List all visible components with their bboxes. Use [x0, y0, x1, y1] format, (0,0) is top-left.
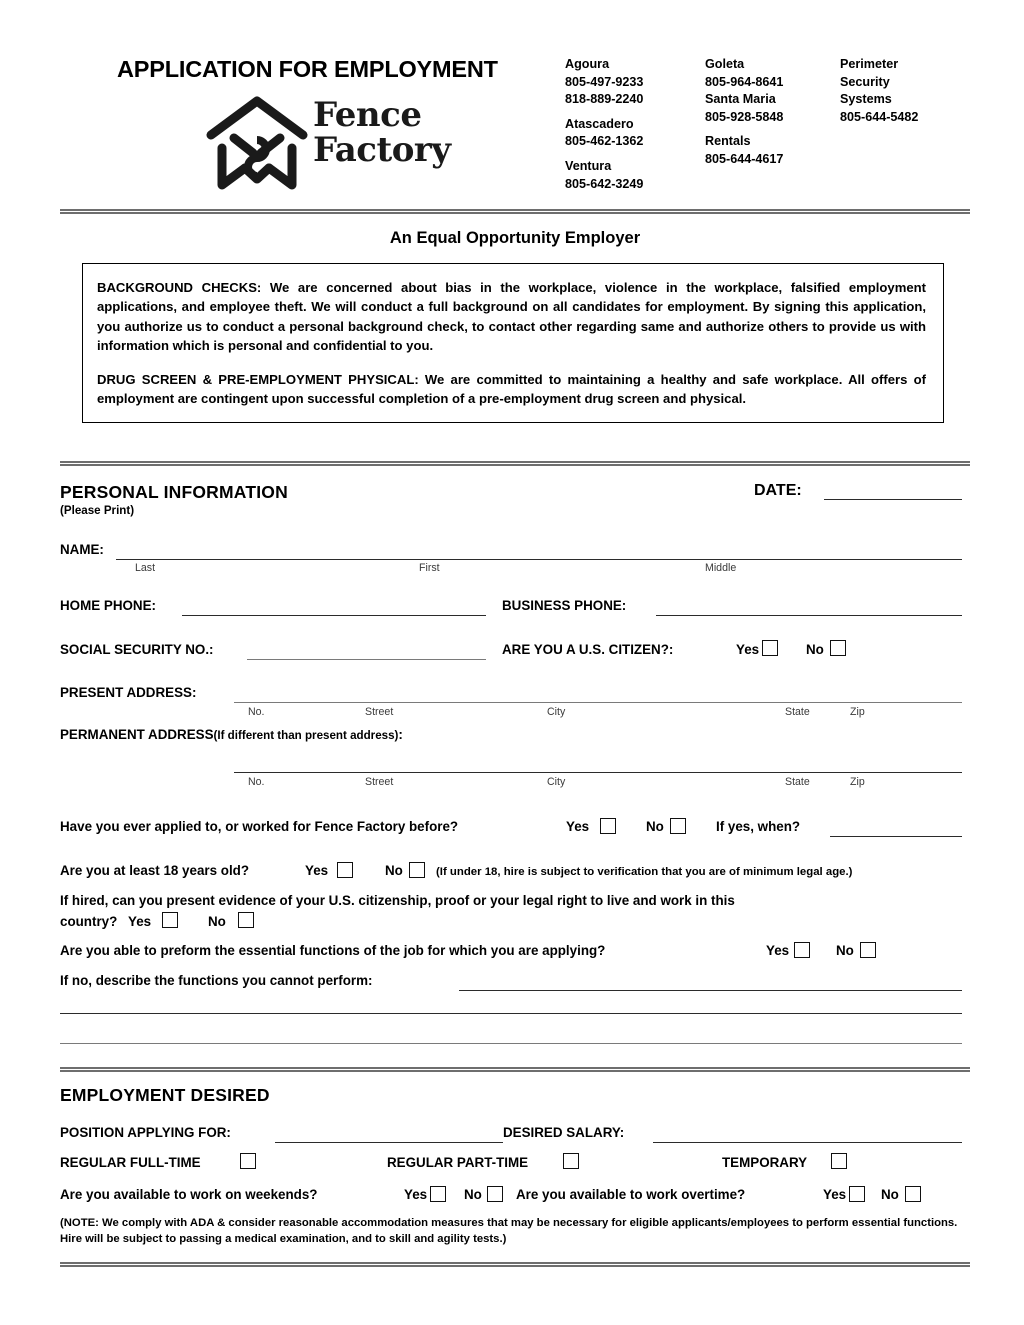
part-time-checkbox[interactable]	[563, 1153, 579, 1169]
overtime-yes-checkbox[interactable]	[849, 1186, 865, 1202]
present-address-input[interactable]	[234, 702, 962, 703]
question-citizenship-line2: country?	[60, 914, 118, 929]
contact-group	[705, 133, 835, 168]
applied-before-when-input[interactable]	[830, 836, 962, 837]
desired-salary-input[interactable]	[653, 1142, 962, 1143]
present-address-no-label: No.	[248, 706, 265, 718]
overtime-yes-label: Yes	[823, 1187, 847, 1202]
business-phone-label: BUSINESS PHONE:	[502, 598, 627, 613]
home-phone-label: HOME PHONE:	[60, 598, 156, 613]
ssn-input[interactable]	[247, 659, 486, 660]
citizenship-no-checkbox[interactable]	[238, 912, 254, 928]
contact-group	[705, 56, 835, 126]
present-address-zip-label: Zip	[850, 706, 865, 718]
question-describe-label: If no, describe the functions you cannot perform:	[60, 973, 373, 988]
temporary-label: TEMPORARY	[722, 1155, 808, 1170]
applied-before-no-label: No	[646, 819, 664, 834]
age-no-checkbox[interactable]	[409, 862, 425, 878]
contact-line: Systems	[840, 92, 892, 107]
permanent-address-no-label: No.	[248, 776, 265, 788]
ssn-label: SOCIAL SECURITY NO.:	[60, 642, 214, 657]
describe-functions-input-2[interactable]	[60, 1013, 962, 1014]
permanent-address-note: (If different than present address)	[213, 729, 399, 742]
weekends-question-label: Are you available to work on weekends?	[60, 1187, 318, 1202]
applied-before-when-label: If yes, when?	[716, 819, 801, 834]
contact-column-1	[565, 56, 695, 193]
permanent-address-zip-label: Zip	[850, 776, 865, 788]
weekends-yes-label: Yes	[404, 1187, 428, 1202]
name-part-middle-label: Middle	[705, 562, 737, 574]
question-age-label: Are you at least 18 years old?	[60, 863, 250, 878]
overtime-question-label: Are you available to work overtime?	[516, 1187, 746, 1202]
permanent-address-city-label: City	[547, 776, 566, 788]
contact-line: 805-642-3249	[565, 176, 644, 191]
weekends-no-checkbox[interactable]	[487, 1186, 503, 1202]
full-time-label: REGULAR FULL-TIME	[60, 1155, 201, 1170]
describe-functions-input-1[interactable]	[459, 990, 962, 991]
notice-paragraph-background: BACKGROUND CHECKS: We are concerned about bias in the workplace, violence in the workplace, falsified employment applications, and employee theft. We will conduct a full background on all candidates for employment. By signing this application, you authorize us to conduct a personal background check, to contact other regarding same and authorize others to provide us with information which is personal and confidential to you.	[97, 280, 926, 354]
present-address-city-label: City	[547, 706, 566, 718]
age-verification-note: (If under 18, hire is subject to verification that you are of minimum legal age.)	[436, 866, 853, 878]
name-part-first-label: First	[419, 562, 440, 574]
contact-line: Goleta	[705, 57, 745, 71]
age-yes-label: Yes	[305, 863, 329, 878]
contact-column-2	[705, 56, 835, 169]
contact-line: 805-928-5848	[705, 109, 784, 124]
date-input[interactable]	[824, 499, 962, 500]
citizenship-no-label: No	[208, 914, 226, 929]
logo-word-line2: Factory	[313, 130, 451, 170]
question-essential-functions-label: Are you able to preform the essential functions of the job for which you are applying?	[60, 943, 606, 958]
section-title-employment-desired: EMPLOYMENT DESIRED	[60, 1085, 270, 1105]
contact-group	[840, 56, 970, 126]
permanent-address-input[interactable]	[234, 772, 962, 773]
contact-line: 818-889-2240	[565, 92, 644, 107]
position-applying-input[interactable]	[275, 1142, 503, 1143]
date-label: DATE:	[754, 482, 802, 499]
contact-group	[565, 116, 695, 151]
overtime-no-label: No	[881, 1187, 899, 1202]
contact-column-3	[840, 56, 970, 126]
company-logo	[205, 93, 505, 198]
contact-line: Security	[840, 74, 890, 89]
contact-line: 805-462-1362	[565, 134, 644, 149]
present-address-state-label: State	[785, 706, 810, 718]
citizen-no-label: No	[806, 642, 824, 657]
contact-line: Ventura	[565, 158, 612, 173]
divider-employment	[60, 1067, 970, 1072]
temporary-checkbox[interactable]	[831, 1153, 847, 1169]
permanent-address-street-label: Street	[365, 776, 394, 788]
permanent-address-label-main: PERMANENT ADDRESS	[60, 727, 214, 742]
logo-word-line1: Fence	[313, 95, 422, 135]
present-address-label: PRESENT ADDRESS:	[60, 685, 197, 700]
notice-paragraph-drugscreen: DRUG SCREEN & PRE-EMPLOYMENT PHYSICAL: We are committed to maintaining a healthy and safe workplace. All offers of employment are contingent upon successful completion of a pre-employment drug screen and physical.	[97, 371, 926, 407]
present-address-street-label: Street	[365, 706, 394, 718]
please-print-note: (Please Print)	[60, 504, 135, 517]
ada-note-line1: (NOTE: We comply with ADA & consider reasonable accommodation measures that may be necessary for eligible applicants/employees to	[60, 1217, 803, 1229]
ada-note-line2: perform essential functions. Hire will be subject to passing a medical examination, and to skill and agility tests.)	[60, 1217, 958, 1245]
contact-line: 805-497-9233	[565, 74, 644, 89]
contact-line: 805-644-5482	[840, 109, 919, 124]
applied-before-yes-label: Yes	[566, 819, 590, 834]
essential-yes-checkbox[interactable]	[794, 942, 810, 958]
age-yes-checkbox[interactable]	[337, 862, 353, 878]
overtime-no-checkbox[interactable]	[905, 1186, 921, 1202]
logo-wordmark	[313, 95, 451, 170]
form-header	[60, 48, 970, 203]
permanent-address-state-label: State	[785, 776, 810, 788]
desired-salary-label: DESIRED SALARY:	[503, 1125, 625, 1140]
ada-note	[60, 1216, 965, 1247]
question-applied-before-label: Have you ever applied to, or worked for Fence Factory before?	[60, 819, 459, 834]
permanent-address-colon: :	[398, 727, 403, 742]
citizenship-yes-checkbox[interactable]	[162, 912, 178, 928]
position-applying-label: POSITION APPLYING FOR:	[60, 1125, 231, 1140]
background-checks-notice	[82, 263, 944, 423]
divider-header	[60, 209, 970, 214]
name-part-last-label: Last	[135, 562, 156, 574]
applied-before-yes-checkbox[interactable]	[600, 818, 616, 834]
citizen-yes-label: Yes	[736, 642, 760, 657]
contact-line: 805-644-4617	[705, 151, 784, 166]
weekends-yes-checkbox[interactable]	[430, 1186, 446, 1202]
full-time-checkbox[interactable]	[240, 1153, 256, 1169]
applied-before-no-checkbox[interactable]	[670, 818, 686, 834]
contact-line: Rentals	[705, 134, 751, 149]
contact-line: Atascadero	[565, 116, 634, 131]
weekends-no-label: No	[464, 1187, 482, 1202]
part-time-label: REGULAR PART-TIME	[387, 1155, 529, 1170]
permanent-address-label	[60, 727, 403, 742]
essential-no-label: No	[836, 943, 854, 958]
contact-line: 805-964-8641	[705, 74, 784, 89]
business-phone-input[interactable]	[656, 615, 962, 616]
section-title-personal-information: PERSONAL INFORMATION	[60, 482, 288, 502]
house-chainlink-logo-icon	[205, 93, 310, 198]
divider-bottom	[60, 1262, 970, 1267]
question-citizenship-line1: If hired, can you present evidence of your U.S. citizenship, proof or your legal right to live and work in this	[60, 893, 735, 908]
equal-opportunity-line: An Equal Opportunity Employer	[389, 229, 641, 247]
name-input[interactable]	[116, 559, 962, 560]
contact-group	[565, 56, 695, 109]
essential-yes-label: Yes	[766, 943, 790, 958]
citizen-yes-checkbox[interactable]	[762, 640, 778, 656]
contact-line: Agoura	[565, 57, 610, 71]
essential-no-checkbox[interactable]	[860, 942, 876, 958]
citizenship-yes-label: Yes	[128, 914, 152, 929]
citizen-no-checkbox[interactable]	[830, 640, 846, 656]
contact-line: Santa Maria	[705, 92, 776, 107]
contact-line: Perimeter	[840, 57, 899, 71]
age-no-label: No	[385, 863, 403, 878]
name-label: NAME:	[60, 542, 104, 557]
home-phone-input[interactable]	[182, 615, 486, 616]
describe-functions-input-3[interactable]	[60, 1043, 962, 1044]
contact-group	[565, 158, 695, 193]
citizen-label: ARE YOU A U.S. CITIZEN?:	[502, 642, 674, 657]
divider-notice	[60, 461, 970, 466]
page-title: APPLICATION FOR EMPLOYMENT	[117, 56, 498, 82]
